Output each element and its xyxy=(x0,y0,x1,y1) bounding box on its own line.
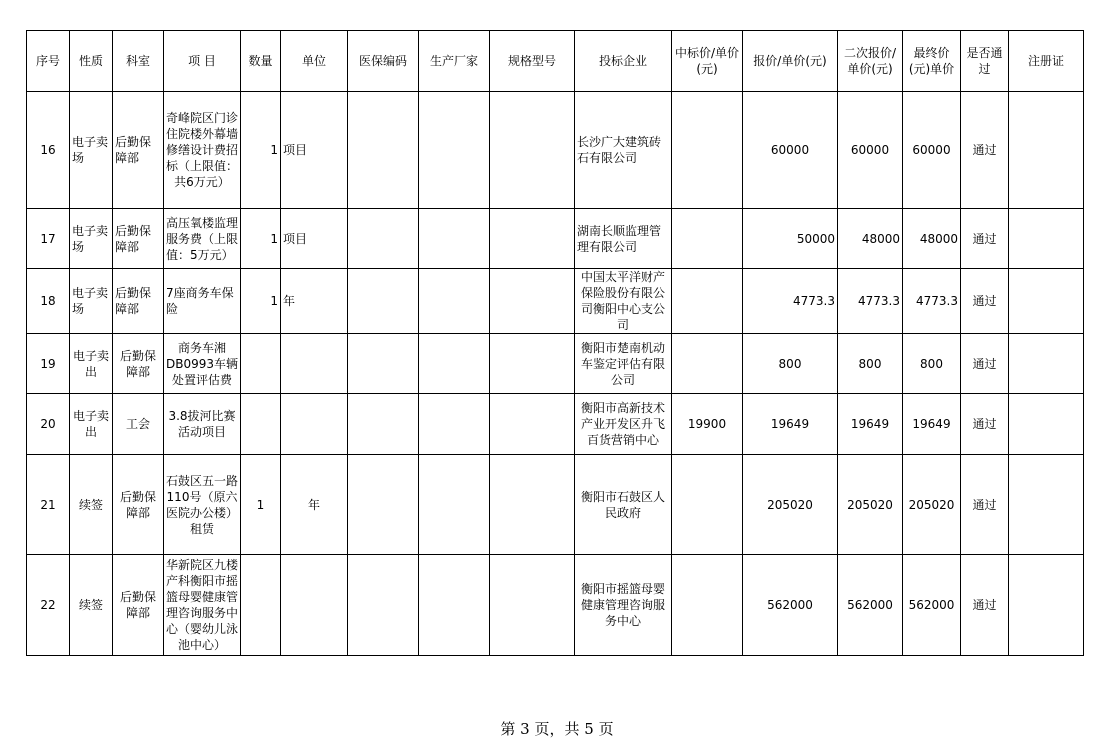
table-row xyxy=(27,92,1084,209)
cell-dept: 后勤保障部 xyxy=(113,455,164,555)
procurement-table xyxy=(26,30,1084,656)
cell-spec xyxy=(490,455,575,555)
cell-code xyxy=(348,555,419,656)
cell-final: 19649 xyxy=(903,394,961,455)
cell-qty: 1 xyxy=(241,92,281,209)
cell-maker xyxy=(419,394,490,455)
cell-no: 20 xyxy=(27,394,70,455)
cell-final: 800 xyxy=(903,334,961,394)
cell-bidprice xyxy=(672,334,743,394)
cell-unit: 年 xyxy=(281,269,348,334)
cell-item: 7座商务车保险 xyxy=(164,269,241,334)
cell-dept: 后勤保障部 xyxy=(113,209,164,269)
cell-item: 奇峰院区门诊住院楼外幕墙修缮设计费招标（上限值：共6万元） xyxy=(164,92,241,209)
cell-dept: 后勤保障部 xyxy=(113,269,164,334)
cell-item: 高压氧楼监理服务费（上限值：5万元） xyxy=(164,209,241,269)
header-cell: 是否通过 xyxy=(961,31,1009,92)
header-cell: 注册证 xyxy=(1009,31,1084,92)
header-cell: 单位 xyxy=(281,31,348,92)
cell-bidder: 长沙广大建筑砖石有限公司 xyxy=(575,92,672,209)
cell-unit xyxy=(281,334,348,394)
cell-no: 18 xyxy=(27,269,70,334)
cell-qty: 1 xyxy=(241,269,281,334)
cell-final: 4773.3 xyxy=(903,269,961,334)
cell-second: 205020 xyxy=(838,455,903,555)
cell-pass: 通过 xyxy=(961,455,1009,555)
cell-qty: 1 xyxy=(241,455,281,555)
cell-spec xyxy=(490,209,575,269)
cell-pass: 通过 xyxy=(961,269,1009,334)
cell-bidprice xyxy=(672,92,743,209)
cell-reg xyxy=(1009,455,1084,555)
cell-qty xyxy=(241,334,281,394)
cell-pass: 通过 xyxy=(961,334,1009,394)
header-cell: 中标价/单价(元) xyxy=(672,31,743,92)
cell-dept: 后勤保障部 xyxy=(113,92,164,209)
cell-quote: 205020 xyxy=(743,455,838,555)
cell-second: 48000 xyxy=(838,209,903,269)
header-cell: 最终价(元)单价 xyxy=(903,31,961,92)
cell-maker xyxy=(419,92,490,209)
cell-reg xyxy=(1009,209,1084,269)
header-cell: 项 目 xyxy=(164,31,241,92)
cell-spec xyxy=(490,394,575,455)
cell-no: 22 xyxy=(27,555,70,656)
cell-spec xyxy=(490,334,575,394)
cell-item: 3.8拔河比赛活动项目 xyxy=(164,394,241,455)
cell-pass: 通过 xyxy=(961,394,1009,455)
cell-unit xyxy=(281,394,348,455)
cell-second: 19649 xyxy=(838,394,903,455)
cell-dept: 后勤保障部 xyxy=(113,334,164,394)
header-cell: 生产厂家 xyxy=(419,31,490,92)
cell-nature: 电子卖出 xyxy=(70,334,113,394)
cell-qty xyxy=(241,555,281,656)
cell-quote: 562000 xyxy=(743,555,838,656)
cell-item: 商务车湘DB0993车辆处置评估费 xyxy=(164,334,241,394)
cell-nature: 电子卖场 xyxy=(70,209,113,269)
cell-second: 562000 xyxy=(838,555,903,656)
cell-bidprice xyxy=(672,455,743,555)
cell-reg xyxy=(1009,269,1084,334)
header-cell: 医保编码 xyxy=(348,31,419,92)
cell-unit: 项目 xyxy=(281,92,348,209)
cell-nature: 电子卖场 xyxy=(70,269,113,334)
cell-maker xyxy=(419,269,490,334)
cell-bidprice xyxy=(672,555,743,656)
cell-spec xyxy=(490,555,575,656)
header-cell: 性质 xyxy=(70,31,113,92)
header-cell: 报价/单价(元) xyxy=(743,31,838,92)
cell-no: 21 xyxy=(27,455,70,555)
header-cell: 数量 xyxy=(241,31,281,92)
table-row xyxy=(27,269,1084,334)
cell-unit: 项目 xyxy=(281,209,348,269)
cell-code xyxy=(348,334,419,394)
cell-item: 华新院区九楼产科衡阳市摇篮母婴健康管理咨询服务中心（婴幼儿泳池中心） xyxy=(164,555,241,656)
cell-nature: 电子卖场 xyxy=(70,92,113,209)
cell-code xyxy=(348,269,419,334)
header-cell: 科室 xyxy=(113,31,164,92)
table-row xyxy=(27,334,1084,394)
cell-pass: 通过 xyxy=(961,92,1009,209)
cell-bidder: 湖南长顺监理管理有限公司 xyxy=(575,209,672,269)
cell-quote: 50000 xyxy=(743,209,838,269)
cell-spec xyxy=(490,92,575,209)
cell-qty xyxy=(241,394,281,455)
cell-item: 石鼓区五一路110号（原六医院办公楼）租赁 xyxy=(164,455,241,555)
cell-spec xyxy=(490,269,575,334)
cell-no: 17 xyxy=(27,209,70,269)
cell-quote: 60000 xyxy=(743,92,838,209)
cell-pass: 通过 xyxy=(961,555,1009,656)
cell-code xyxy=(348,92,419,209)
cell-no: 16 xyxy=(27,92,70,209)
cell-code xyxy=(348,394,419,455)
cell-bidder: 衡阳市石鼓区人民政府 xyxy=(575,455,672,555)
cell-quote: 800 xyxy=(743,334,838,394)
cell-quote: 19649 xyxy=(743,394,838,455)
table-row xyxy=(27,455,1084,555)
cell-qty: 1 xyxy=(241,209,281,269)
cell-bidprice xyxy=(672,209,743,269)
cell-no: 19 xyxy=(27,334,70,394)
cell-nature: 电子卖出 xyxy=(70,394,113,455)
cell-bidder: 衡阳市楚南机动车鉴定评估有限公司 xyxy=(575,334,672,394)
cell-reg xyxy=(1009,394,1084,455)
cell-final: 205020 xyxy=(903,455,961,555)
table-row xyxy=(27,555,1084,656)
cell-bidder: 衡阳市高新技术产业开发区升飞百货营销中心 xyxy=(575,394,672,455)
cell-nature: 续签 xyxy=(70,455,113,555)
cell-bidprice: 19900 xyxy=(672,394,743,455)
cell-reg xyxy=(1009,555,1084,656)
cell-final: 562000 xyxy=(903,555,961,656)
cell-nature: 续签 xyxy=(70,555,113,656)
cell-maker xyxy=(419,209,490,269)
cell-reg xyxy=(1009,334,1084,394)
page-footer: 第 3 页，共 5 页 xyxy=(500,720,614,738)
cell-maker xyxy=(419,555,490,656)
cell-second: 4773.3 xyxy=(838,269,903,334)
cell-second: 800 xyxy=(838,334,903,394)
cell-dept: 工会 xyxy=(113,394,164,455)
header-cell: 规格型号 xyxy=(490,31,575,92)
cell-pass: 通过 xyxy=(961,209,1009,269)
cell-bidprice xyxy=(672,269,743,334)
cell-dept: 后勤保障部 xyxy=(113,555,164,656)
cell-bidder: 中国太平洋财产保险股份有限公司衡阳中心支公司 xyxy=(575,269,672,334)
cell-code xyxy=(348,209,419,269)
cell-final: 48000 xyxy=(903,209,961,269)
cell-quote: 4773.3 xyxy=(743,269,838,334)
cell-second: 60000 xyxy=(838,92,903,209)
cell-bidder: 衡阳市摇篮母婴健康管理咨询服务中心 xyxy=(575,555,672,656)
header-row xyxy=(27,31,1084,92)
cell-unit: 年 xyxy=(281,455,348,555)
cell-maker xyxy=(419,455,490,555)
cell-maker xyxy=(419,334,490,394)
header-cell: 序号 xyxy=(27,31,70,92)
cell-final: 60000 xyxy=(903,92,961,209)
cell-unit xyxy=(281,555,348,656)
header-cell: 投标企业 xyxy=(575,31,672,92)
header-cell: 二次报价/单价(元) xyxy=(838,31,903,92)
table-row xyxy=(27,209,1084,269)
cell-code xyxy=(348,455,419,555)
cell-reg xyxy=(1009,92,1084,209)
table-row xyxy=(27,394,1084,455)
